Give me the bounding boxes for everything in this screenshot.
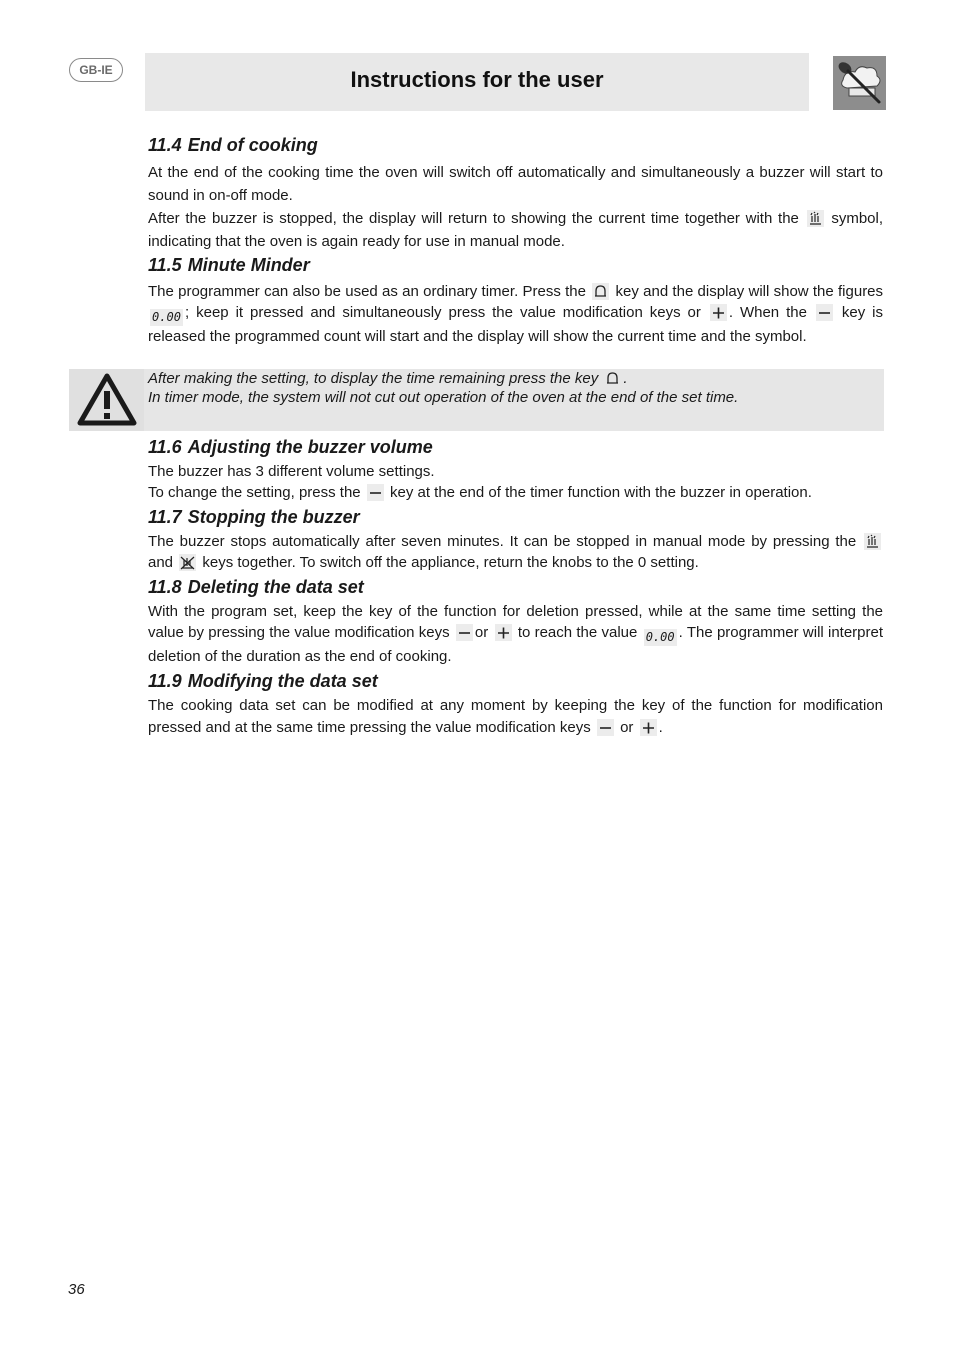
warning-line-2: In timer mode, the system will not cut out operation of the oven at the end of the set time. xyxy=(148,389,739,406)
section-title-11-5: 11.5 Minute Minder xyxy=(148,255,310,275)
manual-cooking-icon xyxy=(864,533,881,550)
section-title-11-6: 11.6 Adjusting the buzzer volume xyxy=(148,437,433,457)
paragraph: The cooking data set can be modified at any moment by keeping the key of the function for modification pressed and at the same time pressing the value modification keys or . xyxy=(148,697,883,736)
paragraph: With the program set, keep the key of the function for deletion pressed, while at the same time setting the value by pressing the value modification keys or to reach the value 0.00 . The programmer will interpret deletion of the duration as the end of cooking. xyxy=(148,603,884,665)
minus-icon xyxy=(597,719,614,736)
paragraph: The buzzer has 3 different volume settings. xyxy=(148,463,435,480)
warning-line-1: After making the setting, to display the time remaining press the key xyxy=(148,370,599,387)
paragraph: The buzzer stops automatically after seven minutes. It can be stopped in manual mode by pressing the and keys together. To switch off the appliance, return the knobs to the 0 setting. xyxy=(148,531,883,573)
paragraph: The programmer can also be used as an ordinary timer. Press the key and the display will show the figures 0.00 ; keep it pressed and simultaneously press the value modification keys or . When the key is released the programmed count will start and the display will show the current time and the symbol. xyxy=(148,283,884,345)
paragraph: To change the setting, press the key at the end of the timer function with the buzzer in operation. xyxy=(148,484,812,501)
manual-cooking-icon xyxy=(807,210,824,227)
chef-spoon-logo-icon xyxy=(833,56,886,110)
section-title-11-4: 11.4 End of cooking xyxy=(148,135,318,155)
header-bar xyxy=(145,53,809,111)
warning-triangle-icon xyxy=(69,369,144,431)
page-title: Instructions for the user xyxy=(350,67,604,92)
section-title-11-7: 11.7 Stopping the buzzer xyxy=(148,507,360,527)
page-number: 36 xyxy=(68,1281,85,1298)
bell-icon xyxy=(592,283,609,300)
section-title-11-8: 11.8 Deleting the data set xyxy=(148,577,364,597)
manual-cooking-crossed-icon xyxy=(179,554,196,571)
warning-line-1-end: . xyxy=(623,370,628,387)
plus-icon xyxy=(495,624,512,641)
section-title-11-9: 11.9 Modifying the data set xyxy=(148,671,378,691)
display-zero-icon: 0.00 xyxy=(644,629,677,646)
paragraph: At the end of the cooking time the oven will switch off automatically and simultaneously a buzzer will start to sound in on-off mode. xyxy=(148,164,883,204)
minus-icon xyxy=(456,624,473,641)
paragraph: After the buzzer is stopped, the display will return to showing the current time together with the symbol, indicating that the oven is again ready for use in manual mode. xyxy=(148,210,884,250)
minus-icon xyxy=(816,304,833,321)
content xyxy=(148,133,883,739)
plus-icon xyxy=(710,304,727,321)
plus-icon xyxy=(640,719,657,736)
display-zero-icon: 0.00 xyxy=(150,309,183,326)
warning-icon-box xyxy=(69,369,144,431)
language-badge: GB-IE xyxy=(69,58,123,82)
minus-icon xyxy=(367,484,384,501)
